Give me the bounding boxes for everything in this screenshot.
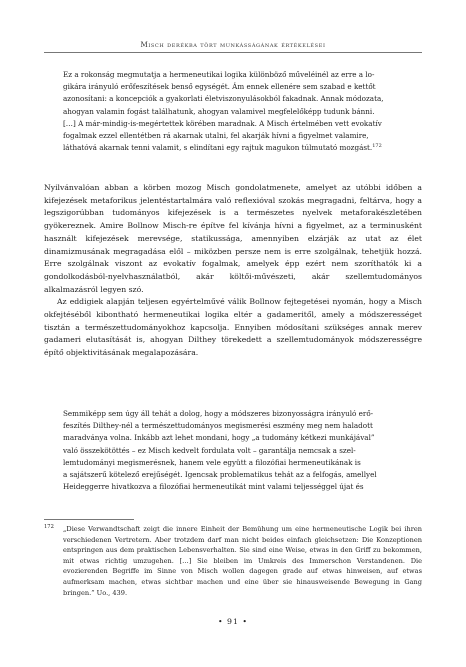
quote-1-last-line (63, 142, 415, 154)
header-rule (44, 52, 422, 53)
quote-1-line: fogalmak ezzel ellentétben rá akarnak utalni, fel akarják hívni a figyelmet valamire, (63, 131, 369, 141)
quote-2-line: maradványa volna. Inkább azt lehet mondani, hogy „a tudomány kétkezi munkájával” (63, 433, 375, 443)
footnote (44, 524, 422, 598)
quote-1-line: láthatóvá akarnak tenni valamit, s elindítani egy rajtuk magukon túlmutató mozgást. (63, 143, 373, 153)
block-quote-1 (63, 69, 415, 154)
quote-2-line: lemtudományi megismerésnek, hanem vele együtt a filozófiai hermeneutikának is (63, 457, 361, 467)
quote-2-line: a sajátszerű kötelező erejűségét. Igencsak problematikus tehát az a felfogás, amellyel (63, 470, 377, 480)
footnote-reference[interactable]: 172 (372, 143, 382, 150)
footnote-text: „Diese Verwandtschaft zeigt die innere Einheit der Bemühung um eine hermeneutische Logik bei ihren verschiedenen Vertretern. Aber trotzdem darf man nicht beides einfach gleichsetzen: Die Konzeptionen entspringen aus dem praktischen Lebensverhalten. Sie sind eine Weise, etwas in den Griff zu bekommen, mit etwas richtig umzugehen. […] Sie bleiben im Umkreis des Immerschon Verstandenen. Die evozierenden Begriffe im Sinne von Misch wollen dagegen grade auf etwas hinweisen, auf etwas aufmerksam machen, etwas sichtbar machen und eine über sie hinausweisende Bewegung in Gang bringen.” Uo., 439. (63, 525, 422, 597)
footnote-rule (44, 519, 134, 520)
quote-2-line: való összekötöttés – ez Misch kedvelt fordulata volt – garantálja nemcsak a szel- (63, 445, 356, 455)
quote-1-line: Ez a rokonság megmutatja a hermeneutikai logika különböző műveléinél az erre a lo- (63, 70, 375, 79)
footnote-number: 172 (44, 524, 54, 530)
block-quote-2 (63, 408, 422, 493)
running-head: Misch derékba tört munkásságának értékelései (140, 40, 326, 49)
quote-1-line: […] A már-mindig-is-megértettek körében maradnak. A Misch értelmében vett evokatív (63, 118, 382, 128)
quote-2-line: Semmiképp sem úgy áll tehát a dolog, hogy a módszeres bizonyosságra irányuló erő- (63, 409, 374, 418)
quote-2-line: Heideggerre hivatkozva a filozófiai hermeneutikát mint valami teljességgel újat és (63, 482, 364, 492)
page-number: • 91 • (217, 617, 249, 626)
quote-2-line: feszítés Dilthey-nél a természettudományos megismerési eszmény meg nem haladott (63, 421, 373, 431)
paragraph: Az eddigiek alapján teljesen egyértelművé válik Bollnow fejtegetései nyomán, hogy a Misch okfejtéséből kibontható hermeneutikai logika eltér a gadameritől, amely a módszerességet tisztán a természettudományokhoz kapcsolja. Ennyiben módosítani szükséges annak merev gadameri elutasítását is, ahogyan Dilthey törekedett a szellemtudományok módszerességre építő objektivitásának megalapozására. (44, 297, 422, 358)
quote-1-line: azonosítani: a koncepciók a gyakorlati életviszonyulásokból fakadnak. Annak módozata, (63, 94, 384, 104)
quote-1-line: gikára irányuló erőfeszítések benső egységét. Ám ennek ellenére sem szabad e kettőt (63, 82, 376, 92)
paragraph: Nyilvánvalóan abban a körben mozog Misch gondolatmenete, amelyet az utóbbi időben a kifejezések metaforikus jelentéstartalmára való reflexióval szokás megragadni, feltárva, hogy a legszigorúbban tudományos kifejezések is a természetes nyelvek metaforakészletében gyökereznek. Amire Bollnow Misch-re építve fel kívánja hívni a figyelmet, az a terminusként használt kifejezések merevsége, statikussága, amennyiben elzárják az utat az élet dinamizmusának megragadása elől – miközben persze nem is erre szolgálnak, tehetjük hozzá. Erre szolgálnak viszont az evokatív fogalmak, amelyek épp ezért nem szoríthatók ki a gondolkodásból-nyelvhasználatból, akár költői-művészeti, akár szellemtudományos alkalmazásról legyen szó. (44, 183, 422, 294)
main-text (44, 182, 422, 360)
quote-1-line: ahogyan valamin fogást találhatunk, ahogyan valamivel megfelelőképp tudunk bánni. (63, 106, 375, 116)
